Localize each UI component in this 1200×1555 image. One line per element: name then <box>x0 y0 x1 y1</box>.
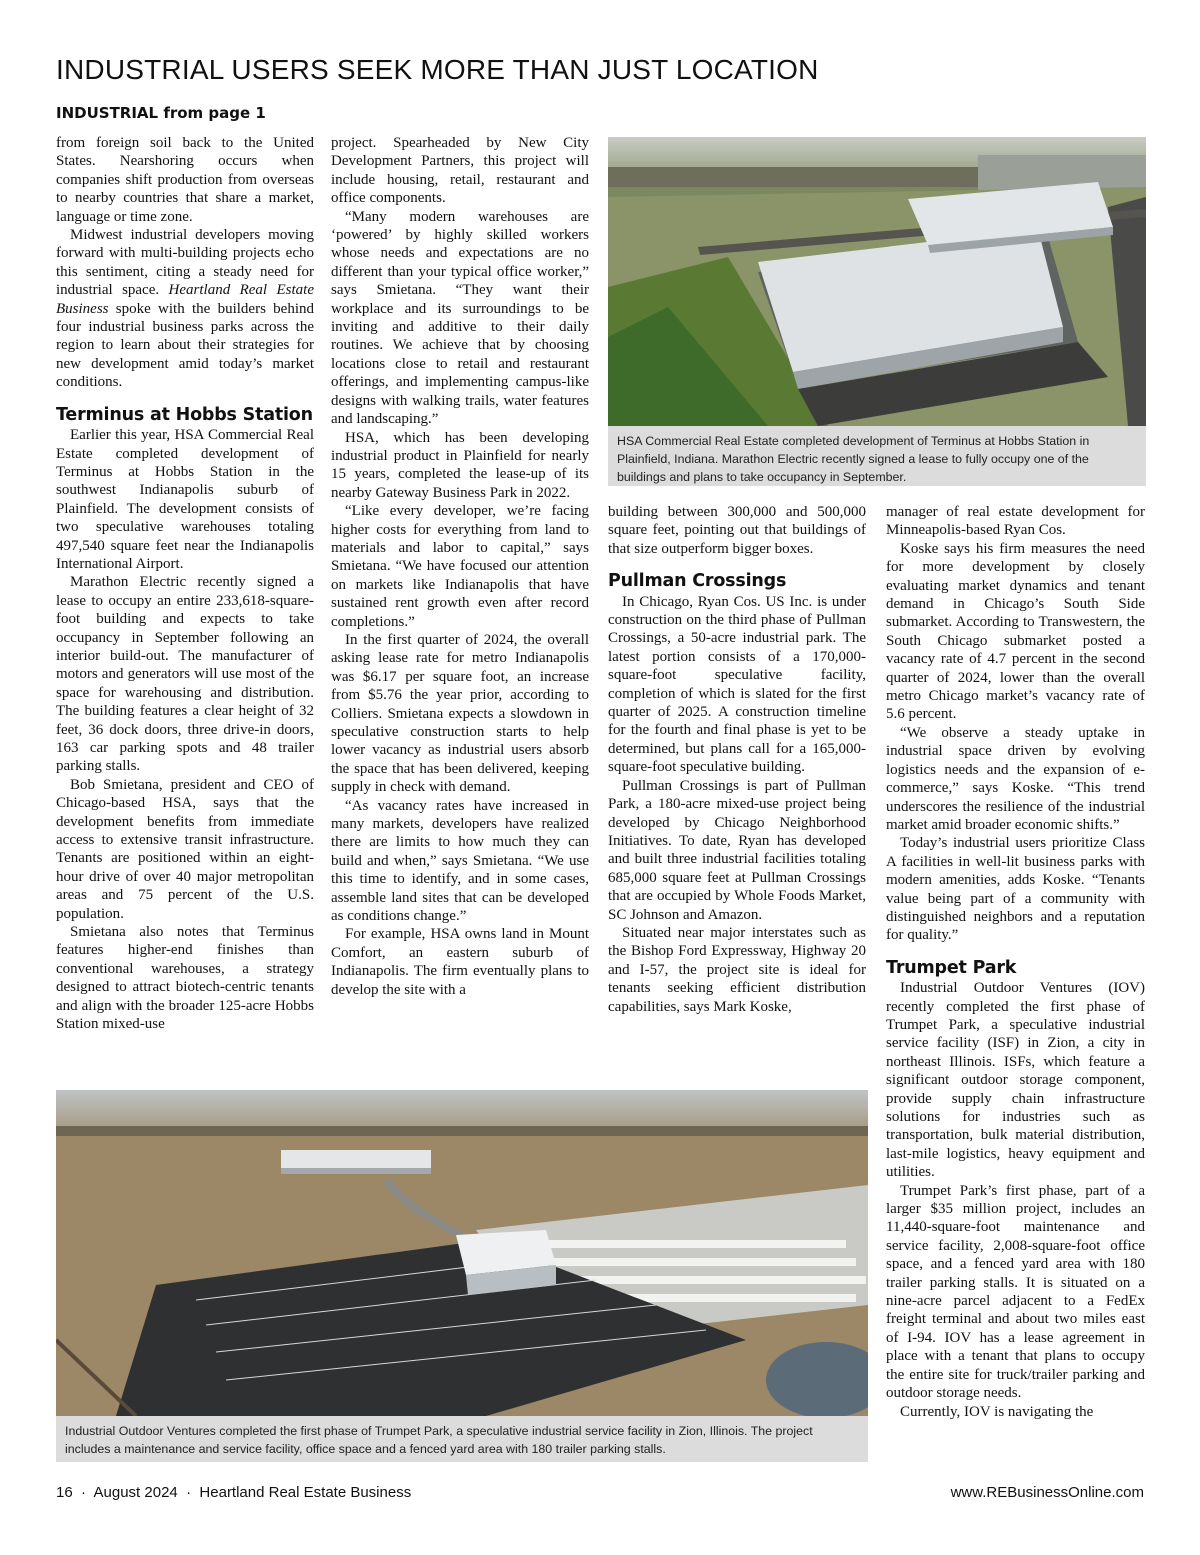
paragraph: Earlier this year, HSA Commercial Real Estate completed development of Terminus at Hobbs Station in the southwest Indianapolis suburb of Plainfield. The development consists of two speculative warehouses totaling 497,540 square feet near the Indianapolis International Airport. <box>56 427 314 572</box>
paragraph: Midwest industrial developers moving forward with multi-building projects echo this sentiment, citing a steady need for industrial space. Heartland Real Estate Business spoke with the builders behind four industrial business parks across the region to learn about their strategies for new development amid today’s market conditions. <box>56 227 314 391</box>
paragraph: Today’s industrial users prioritize Class A facilities in well-lit business parks with modern amenities, adds Koske. “Tenants value being part of a community with distinguished neighbors and a reputation for quality.” <box>886 835 1145 944</box>
jump-line: INDUSTRIAL from page 1 <box>56 104 266 122</box>
section-heading-terminus: Terminus at Hobbs Station <box>56 404 313 425</box>
paragraph: manager of real estate development for Minneapolis-based Ryan Cos. <box>886 504 1145 539</box>
paragraph: For example, HSA owns land in Mount Comfort, an eastern suburb of Indianapolis. The firm eventually plans to develop the site with a <box>331 926 589 998</box>
article-column-4 <box>886 503 1145 1421</box>
paragraph: Smietana also notes that Terminus features higher-end finishes than conventional warehouses, a strategy designed to attract biotech-centric tenants and align with the broader 125-acre Hobbs Station mixed-use <box>56 924 314 1033</box>
paragraph: HSA, which has been developing industrial product in Plainfield for nearly 15 years, completed the lease-up of its nearby Gateway Business Park in 2022. <box>331 429 589 501</box>
publication-name: Heartland Real Estate Business <box>56 282 314 317</box>
paragraph: Industrial Outdoor Ventures (IOV) recently completed the first phase of Trumpet Park, a speculative industrial service facility (ISF) in Zion, a city in northeast Illinois. ISFs, which feature a significant outdoor storage component, provide supply chain infrastructure solutions for industries such as transportation, bulk material distribution, last-mile logistics, heavy equipment and utilities. <box>886 980 1145 1181</box>
paragraph: Bob Smietana, president and CEO of Chicago-based HSA, says that the development benefits from immediate access to extensive transit infrastructure. Tenants are positioned within an eight-hour drive of over 40 major metropolitan areas and 75 percent of the U.S. population. <box>56 776 314 922</box>
paragraph: from foreign soil back to the United States. Nearshoring occurs when companies shift production from overseas to nearby countries that share a market, language or time zone. <box>56 135 314 225</box>
paragraph: Situated near major interstates such as the Bishop Ford Expressway, Highway 20 and I-57, the project site is ideal for tenants seeking efficient distribution capabilities, says Mark Koske, <box>608 924 866 1015</box>
paragraph: Marathon Electric recently signed a lease to occupy an entire 233,618-square-foot building and expects to take occupancy in September following an interior build-out. The manufacturer of motors and generators will use most of the space for warehousing and distribution. The building features a clear height of 32 feet, 36 dock doors, three drive-in doors, 163 car parking spots and 48 trailer parking stalls. <box>56 574 314 775</box>
paragraph: In the first quarter of 2024, the overall asking lease rate for metro Indianapolis was $6.17 per square foot, an increase from $5.76 the year prior, according to Colliers. Smietana expects a slowdown in speculative construction starts to help lower vacancy as industrial users absorb the space that has been delivered, keeping supply in check with demand. <box>331 631 589 796</box>
footer-website: www.REBusinessOnline.com <box>950 1484 1144 1501</box>
article-column-2 <box>331 134 589 999</box>
terminus-aerial-photo <box>608 137 1146 426</box>
article-column-3 <box>608 503 866 1016</box>
paragraph: Currently, IOV is navigating the <box>900 1403 1094 1420</box>
caption-bottom-photo: Industrial Outdoor Ventures completed the first phase of Trumpet Park, a speculative industrial service facility in Zion, Illinois. The project includes a maintenance and service facility, office space and a fenced yard area with 180 trailer parking stalls. <box>56 1416 868 1462</box>
paragraph: In Chicago, Ryan Cos. US Inc. is under construction on the third phase of Pullman Crossings, a 50-acre industrial park. The latest portion consists of a 170,000-square-foot speculative facility, completion of which is slated for the first quarter of 2025. A construction timeline for the fourth and final phase is yet to be determined, but plans call for a 165,000-square-foot speculative building. <box>608 593 866 776</box>
paragraph: building between 300,000 and 500,000 square feet, pointing out that buildings of that size outperform bigger boxes. <box>608 504 866 557</box>
headline: INDUSTRIAL USERS SEEK MORE THAN JUST LOCATION <box>56 54 819 85</box>
paragraph: “Many modern warehouses are ‘powered’ by highly skilled workers whose needs and expectations are no different than your typical office worker,” says Smietana. “They want their workplace and its surroundings to be inviting and additive to their daily routines. We achieve that by choosing locations close to retail and restaurant offerings, and implementing campus-like designs with walking trails, water features and landscaping.” <box>331 208 589 428</box>
trumpet-park-aerial-photo <box>56 1090 868 1416</box>
paragraph: “We observe a steady uptake in industrial space driven by evolving logistics needs and the expansion of e-commerce,” says Koske. “This trend underscores the resilience of the industrial market amid broader economic shifts.” <box>886 724 1145 833</box>
caption-top-photo: HSA Commercial Real Estate completed development of Terminus at Hobbs Station in Plainfield, Indiana. Marathon Electric recently signed a lease to fully occupy one of the buildings and plans to take occupancy in September. <box>608 426 1146 486</box>
paragraph: Pullman Crossings is part of Pullman Park, a 180-acre mixed-use project being developed by Chicago Neighborhood Initiatives. To date, Ryan has developed and built three industrial facilities totaling 685,000 square feet at Pullman Crossings that are occupied by Whole Foods Market, SC Johnson and Amazon. <box>608 777 866 923</box>
article-column-1 <box>56 134 314 1034</box>
section-heading-trumpet: Trumpet Park <box>886 957 1017 978</box>
paragraph: Trumpet Park’s first phase, part of a larger $35 million project, includes an 11,440-square-foot maintenance and service facility, 2,008-square-foot office space, and a fenced yard area with 180 trailer parking stalls. It is situated on a nine-acre parcel adjacent to a FedEx freight terminal and about two miles east of I-94. IOV has a lease agreement in place with a tenant that plans to occupy the entire site for truck/trailer parking and outdoor storage needs. <box>886 1182 1145 1402</box>
section-heading-pullman: Pullman Crossings <box>608 571 787 592</box>
paragraph: “As vacancy rates have increased in many markets, developers have realized there are limits to how much they can build and when,” says Smietana. “We use this time to identify, and in some cases, assemble land sites that can be developed as conditions change.” <box>331 797 589 925</box>
paragraph: project. Spearheaded by New City Development Partners, this project will include housing, retail, restaurant and office components. <box>331 135 589 207</box>
footer-folio: 16 · August 2024 · Heartland Real Estate Business <box>56 1484 412 1501</box>
paragraph: “Like every developer, we’re facing higher costs for everything from land to materials and labor to capital,” says Smietana. “We have focused our attention on markets like Indianapolis that have sustained rent growth even after record completions.” <box>331 503 589 630</box>
paragraph: Koske says his firm measures the need for more development by closely evaluating market dynamics and tenant demand in Chicago’s South Side submarket. According to Transwestern, the South Chicago submarket posted a vacancy rate of 4.7 percent in the second quarter of 2024, lower than the overall metro Chicago market’s vacancy rate of 5.6 percent. <box>886 540 1145 723</box>
